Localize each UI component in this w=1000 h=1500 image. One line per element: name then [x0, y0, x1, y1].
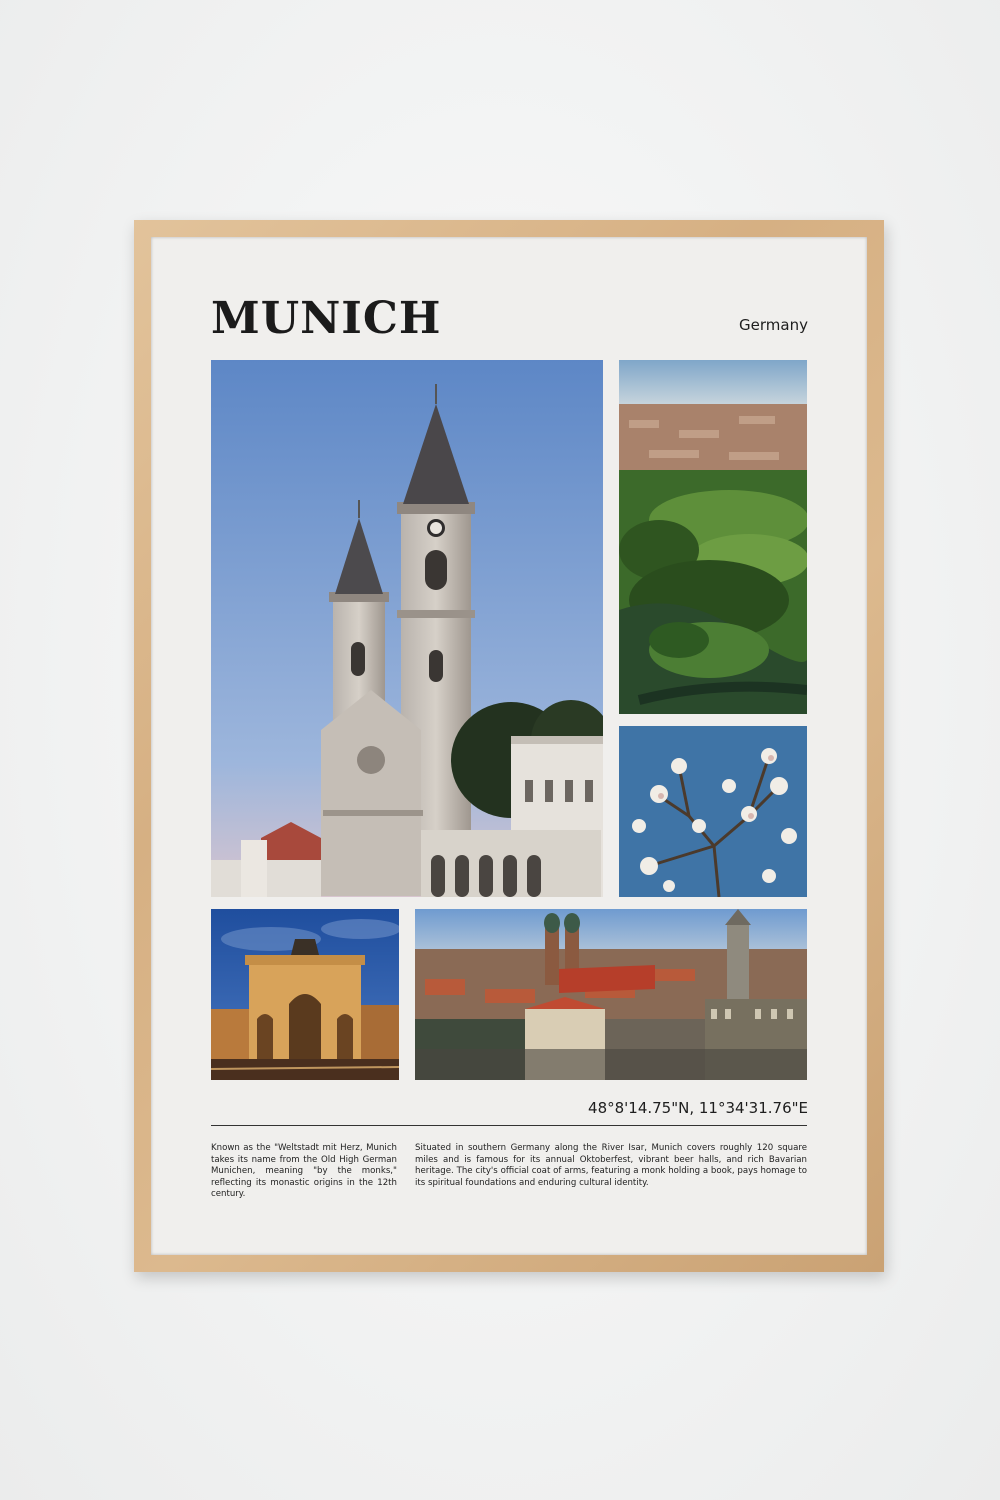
country-label: Germany	[739, 316, 808, 334]
poster-frame	[134, 220, 884, 1272]
divider-line	[211, 1125, 807, 1126]
poster-title: MUNICH	[211, 293, 442, 344]
photo-church-towers	[211, 360, 603, 897]
poster-paper	[151, 237, 867, 1255]
photo-victory-gate	[211, 909, 399, 1080]
coordinates-label: 48°8'14.75"N, 11°34'31.76"E	[588, 1099, 808, 1117]
description-right: Situated in southern Germany along the River Isar, Munich covers roughly 120 square miles and is famous for its annual Oktoberfest, vibrant beer halls, and rich Bavarian heritage. The city's official coat of arms, featuring a monk holding a book, pays homage to its spiritual foundations and enduring cultural identity.	[415, 1143, 807, 1188]
photo-magnolia	[619, 726, 807, 897]
photo-city-skyline	[415, 909, 807, 1080]
description-left: Known as the "Weltstadt mit Herz, Munich takes its name from the Old High German Munichen, meaning "by the monks," reflecting its monastic origins in the 12th century.	[211, 1143, 397, 1200]
photo-aerial-park	[619, 360, 807, 714]
